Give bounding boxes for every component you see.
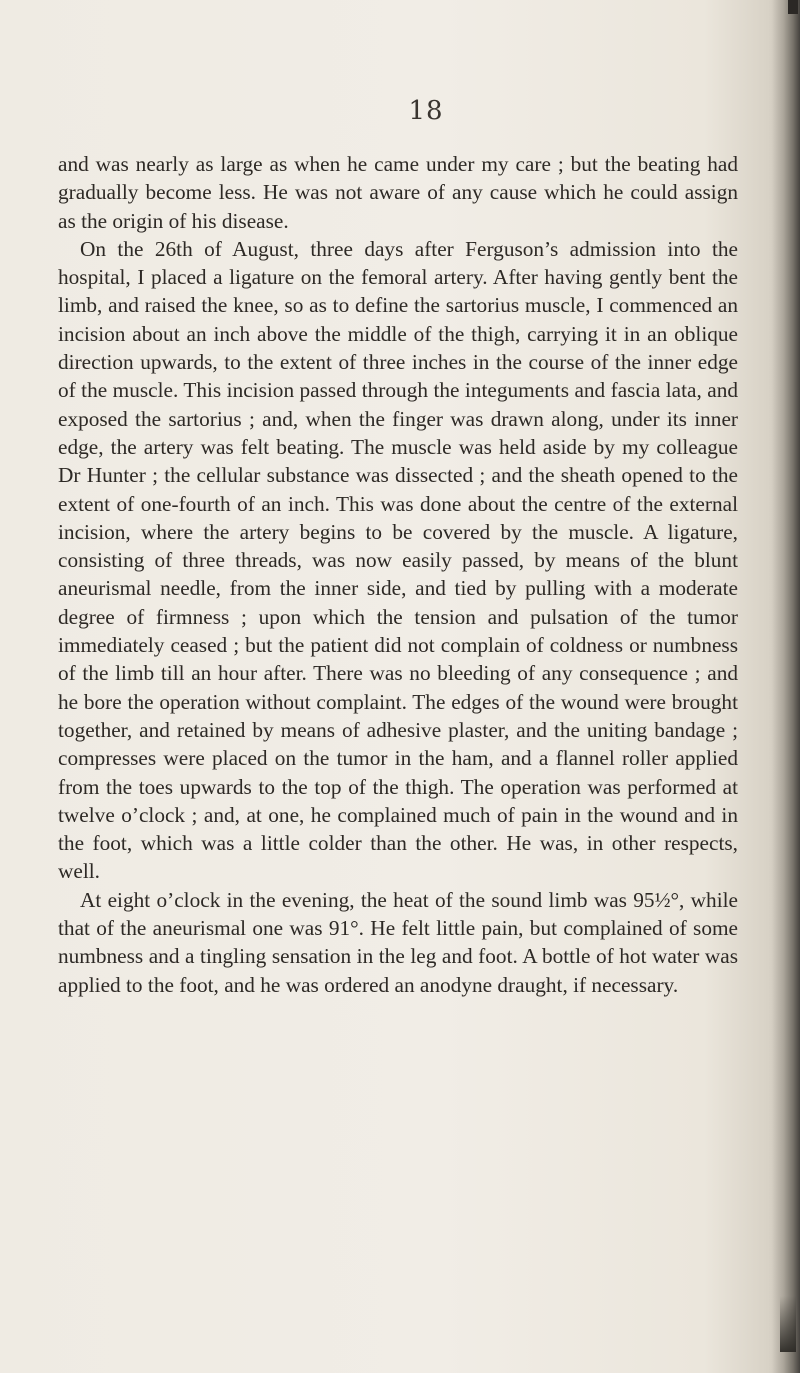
corner-scan-mark [788,0,798,14]
paragraph-continuation: and was nearly as large as when he came under my care ; but the beating had gradually become less. He was not aware of any cause which he could assign as the origin of his disease. [58,152,738,233]
page-number: 18 [408,96,444,126]
paragraph-evening: At eight o’clock in the evening, the heat of the sound limb was 95½°, while that of the aneurismal one was 91°. He felt little pain, but complained of some numbness and a tingling sensation in the leg and foot. A bottle of hot water was applied to the foot, and he was ordered an anodyne draught, if necessary. [58,887,738,997]
page-gutter-shadow [772,0,800,1373]
body-text [58,150,738,999]
paragraph-operation: On the 26th of August, three days after Ferguson’s admission into the hospital, I placed a ligature on the femoral artery. After having gently bent the limb, and raised the knee, so as to define the sartorius muscle, I commenced an incision about an inch above the middle of the thigh, carrying it in an oblique direction upwards, to the extent of three inches in the course of the inner edge of the muscle. This incision passed through the integuments and fascia lata, and exposed the sartorius ; and, when the finger was drawn along, under its inner edge, the artery was felt beating. The muscle was held aside by my colleague Dr Hunter ; the cellular substance was dissected ; and the sheath opened to the extent of one-fourth of an inch. This was done about the centre of the external incision, where the artery begins to be covered by the muscle. A ligature, consisting of three threads, was now easily passed, by means of the blunt aneurismal needle, from the inner side, and tied by pulling with a moderate degree of firmness ; upon which the tension and pulsation of the tumor immediately ceased ; but the patient did not complain of coldness or numbness of the limb till an hour after. There was no bleeding of any consequence ; and he bore the operation without complaint. The edges of the wound were brought together, and retained by means of adhesive plaster, and the uniting bandage ; compresses were placed on the tumor in the ham, and a flannel roller applied from the toes upwards to the top of the thigh. The operation was performed at twelve o’clock ; and, at one, he complained much of pain in the wound and in the foot, which was a little colder than the other. He was, in other respects, well. [58,236,738,884]
bottom-scan-mark [780,1296,796,1352]
